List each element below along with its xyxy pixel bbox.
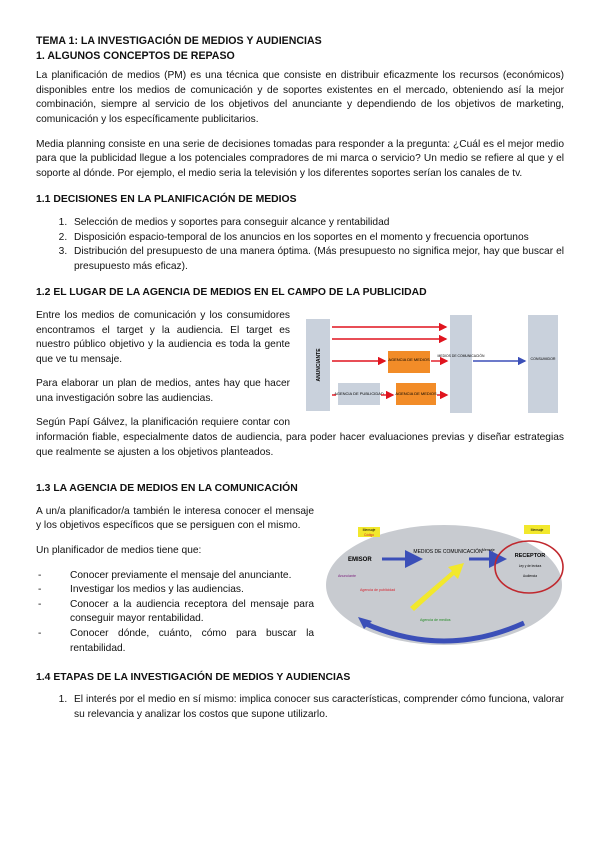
mensaje-mid-label: Mensaje [482,547,495,552]
planner-tasks-list [36,569,564,657]
paragraph: Para elaborar un plan de medios, antes hay que hacer una investigación sobre las audiencias. [36,378,290,404]
list-item: - Conocer previamente el mensaje del anunciante. [36,569,564,584]
agencia-medios-small-label: Agencia de medios [420,617,451,622]
paragraph: A un/a planificador/a también le interesa conocer el mensaje y los objetivos específicos que se persiguen con el mismo. [36,505,314,532]
list-item: 2. Disposición espacio-temporal de los anuncios en los soportes en el momento y frecuencia oportunos [70,231,564,246]
receptor-label: RECEPTOR [514,552,546,559]
agencia-medios-label-2: AGENCIA DE MEDIOS [395,390,437,396]
medios-title: MEDIOS DE COMUNICACIÓN [413,548,483,555]
section-1-2-heading: 1.2 EL LUGAR DE LA AGENCIA DE MEDIOS EN EL CAMPO DE LA PUBLICIDAD [36,287,427,299]
audiencia-label: Audiencia [523,573,537,578]
codigo-label: Código [363,532,375,537]
paragraph: La planificación de medios (PM) es una técnica que consiste en distribuir eficazmente los recursos (económicos) disponibles entre los medios de comunicación y de soportes existentes en el mercado, obteniendo así la mejor combinación, siempre al servicio de los objetivos del anunciante y dependiendo de los objetivos de marketing, comunicación y los específicamente publicitarios. [36,70,564,125]
document-title: TEMA 1: LA INVESTIGACIÓN DE MEDIOS Y AUDIENCIAS [36,35,322,47]
stages-list [36,693,564,722]
agencia-medios-box [388,351,430,373]
paragraph: Según Papí Gálvez, la planificación requiere contar con información fiable, especialmente datos de audiencia, para poder hacer evaluaciones previas y diseñar estrategias que realmente se ajusten a los objetivos planteados. [36,417,564,458]
medios-box [450,315,472,413]
paragraph: Un planificador de medios tiene que: [36,545,202,557]
list-item: 1. El interés por el medio en sí mismo: implica conocer sus características, comprender cómo funciona, valorar su relevancia y analizar los costos que supone utilizarlo. [70,693,564,722]
medios-label: MEDIOS DE COMUNICACIÓN [437,353,485,358]
section-1-1-heading: 1.1 DECISIONES EN LA PLANIFICACIÓN DE MEDIOS [36,194,297,206]
agencia-publicidad-label: AGENCIA DE PUBLICIDAD [334,390,384,396]
list-item: - Investigar los medios y las audiencias. [36,583,564,598]
document-page [36,34,564,733]
mensaje-left-label: Mensaje [362,527,376,532]
paragraph: Entre los medios de comunicación y los consumidores encontramos el target y la audiencia. El target es nuestro público objetivo y la audiencia es toda la gente que ve tu mensaje. [36,309,290,365]
emisor-label: EMISOR [348,556,372,563]
paragraph: Media planning consiste en una serie de decisiones tomadas para responder a la pregunta: ¿Cuál es el mejor medio para que la publicidad llegue a los potenciales compradores de mi marca o servicio? Un medio se refiere al que y el soporte al dónde. Por ejemplo, el medio seria la televisión y los diferentes soportes serían los canales de tv. [36,138,564,179]
list-item: - Conocer dónde, cuánto, cómo para buscar la rentabilidad. [36,627,564,656]
agency-place-diagram [300,311,564,417]
anunciante-label: ANUNCIANTE [316,348,322,382]
decisions-list [36,216,564,274]
agencia-medios-label: AGENCIA DE MEDIOS [388,356,430,362]
list-item: 3. Distribución del presupuesto de una manera óptima. (Más presupuesto no significa mejor, hay que buscar el presupuesto más eficaz). [70,245,564,274]
agencia-publicidad-small-label: Agencia de publicidad [360,587,396,592]
list-item: - Conocer a la audiencia receptora del mensaje para conseguir mayor rentabilidad. [36,598,564,627]
section-1-4-heading: 1.4 ETAPAS DE LA INVESTIGACIÓN DE MEDIOS Y AUDIENCIAS [36,671,351,683]
list-item: 1. Selección de medios y soportes para conseguir alcance y rentabilidad [70,216,564,231]
mensaje-right-label: Mensaje [530,527,544,532]
section-1-3-heading: 1.3 LA AGENCIA DE MEDIOS EN LA COMUNICACIÓN [36,483,298,495]
consumidor-label: CONSUMIDOR [530,356,556,361]
consumidor-box [528,315,558,413]
ley-label: Ley y de lectura [518,563,542,568]
section-1-heading: 1. ALGUNOS CONCEPTOS DE REPASO [36,49,235,62]
anunciante-small-label: Anunciante [338,573,356,578]
